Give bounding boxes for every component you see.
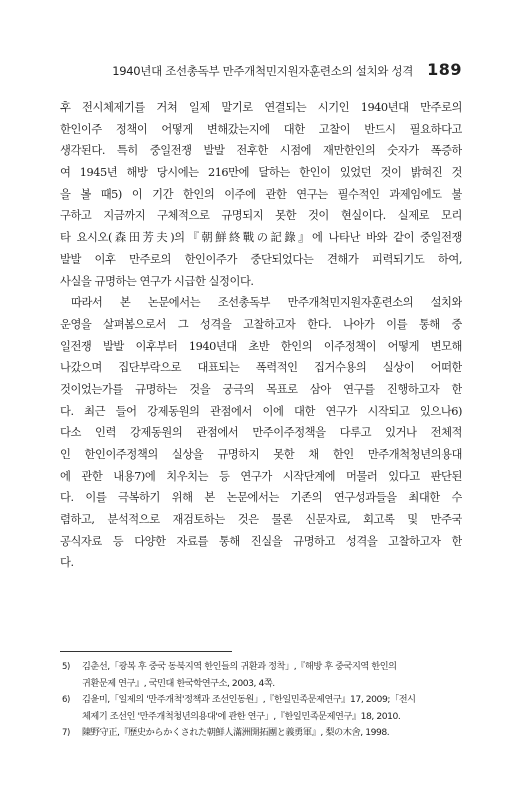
footnote-number: 7) [62,728,70,738]
body-line: 발발 이후 만주로의 한인이주가 중단되었다는 견해가 피력되기도 하여, [60,252,462,266]
body-text [60,97,462,574]
body-line: 따라서 본 논문에서는 조선총독부 만주개척민지원자훈련소의 설치와 [71,296,462,310]
footnote-line: 체제기 조선인 '만주개척청년의용대'에 관한 연구」,『한일민족문제연구』18, 2010. [82,710,401,722]
footnote [60,725,462,742]
footnote-number: 6) [62,695,70,705]
body-line: 렴하고, 분석적으로 재검토하는 것은 물론 신문자료, 회고록 및 만주국 [60,513,462,527]
body-line: 생각된다. 특히 중일전쟁 발발 전후한 시점에 재만한인의 숫자가 폭증하 [60,144,462,158]
footnotes [60,659,462,742]
body-line: 다. [60,556,74,570]
footnote [60,692,462,725]
body-line: 사실을 규명하는 연구가 시급한 실정이다. [60,274,254,288]
footnote-divider [60,651,232,652]
body-line: 다. 이를 극복하기 위해 본 논문에서는 기존의 연구성과들을 최대한 수 [60,491,462,505]
body-line: 운영을 살펴봄으로서 그 성격을 고찰하고자 한다. 나아가 이를 통해 중 [60,317,462,331]
footnote-text [82,725,462,742]
body-line: 여 1945년 해방 당시에는 216만에 달하는 한인이 있었던 것이 밝혀진 것 [60,166,462,180]
body-line: 인 한인이주정책의 실상을 규명하지 못한 채 한인 만주개척청년의용대 [60,448,462,461]
page-number: 189 [427,60,462,79]
footnote [60,659,462,692]
body-line: 공식자료 등 다양한 자료를 통해 진실을 규명하고 성격을 고찰하고자 한 [60,534,462,548]
body-line: 에 관한 내용7)에 치우치는 등 연구가 시작단계에 머물러 있다고 판단된 [60,469,462,483]
footnote-text [82,692,462,725]
body-line: 후 전시체제기를 거쳐 일제 말기로 연결되는 시기인 1940년대 만주로의 [60,101,462,114]
footnote-line: 김윤미,「일제의 '만주개척'정책과 조선인동원」,『한일민족문제연구』17, 2009;「전시 [82,694,416,705]
running-header [60,60,462,79]
body-line: 타 요시오(森田芳夫)의『朝鮮終戰の記錄』에 나타난 바와 같이 중일전쟁 [60,231,462,245]
body-line: 다. 최근 들어 강제동원의 관점에서 이에 대한 연구가 시작되고 있으나6) [60,404,462,418]
footnote-number: 5) [62,662,70,672]
body-line: 것이었는가를 규명하는 것을 궁극의 목표로 삼아 연구를 진행하고자 한 [60,382,462,396]
footnote-line: 김춘선,「광복 후 중국 동북지역 한인들의 귀환과 정착」,『해방 후 중국지역 한인의 [82,661,397,672]
footnote-line: 귀환문제 연구』, 국민대 한국학연구소, 2003, 4쪽. [82,677,275,689]
body-line: 일전쟁 발발 이후부터 1940년대 초반 한인의 이주정책이 어떻게 변모해 [60,339,462,353]
footnote-text [82,659,462,692]
header-title: 1940년대 조선총독부 만주개척민지원자훈련소의 설치와 성격 [112,64,414,78]
body-line: 을 볼 때5) 이 기간 한인의 이주에 관한 연구는 필수적인 과제임에도 불 [60,187,462,201]
body-line: 한인이주 정책이 어떻게 변해갔는지에 대한 고찰이 반드시 필요하다고 [60,122,462,136]
footnote-line: 陳野守正,『歷史からかくされた朝鮮人滿洲開拓團と義勇軍』, 梨の木舍, 1998. [82,727,390,738]
body-line: 나갔으며 집단부락으로 대표되는 폭력적인 집거수용의 실상이 어떠한 [60,361,462,375]
body-line: 다소 인력 강제동원의 관점에서 만주이주정책을 다루고 있거나 전체적 [60,426,462,440]
body-line: 구하고 지금까지 구체적으로 규명되지 못한 것이 현실이다. 실제로 모리 [60,209,462,223]
